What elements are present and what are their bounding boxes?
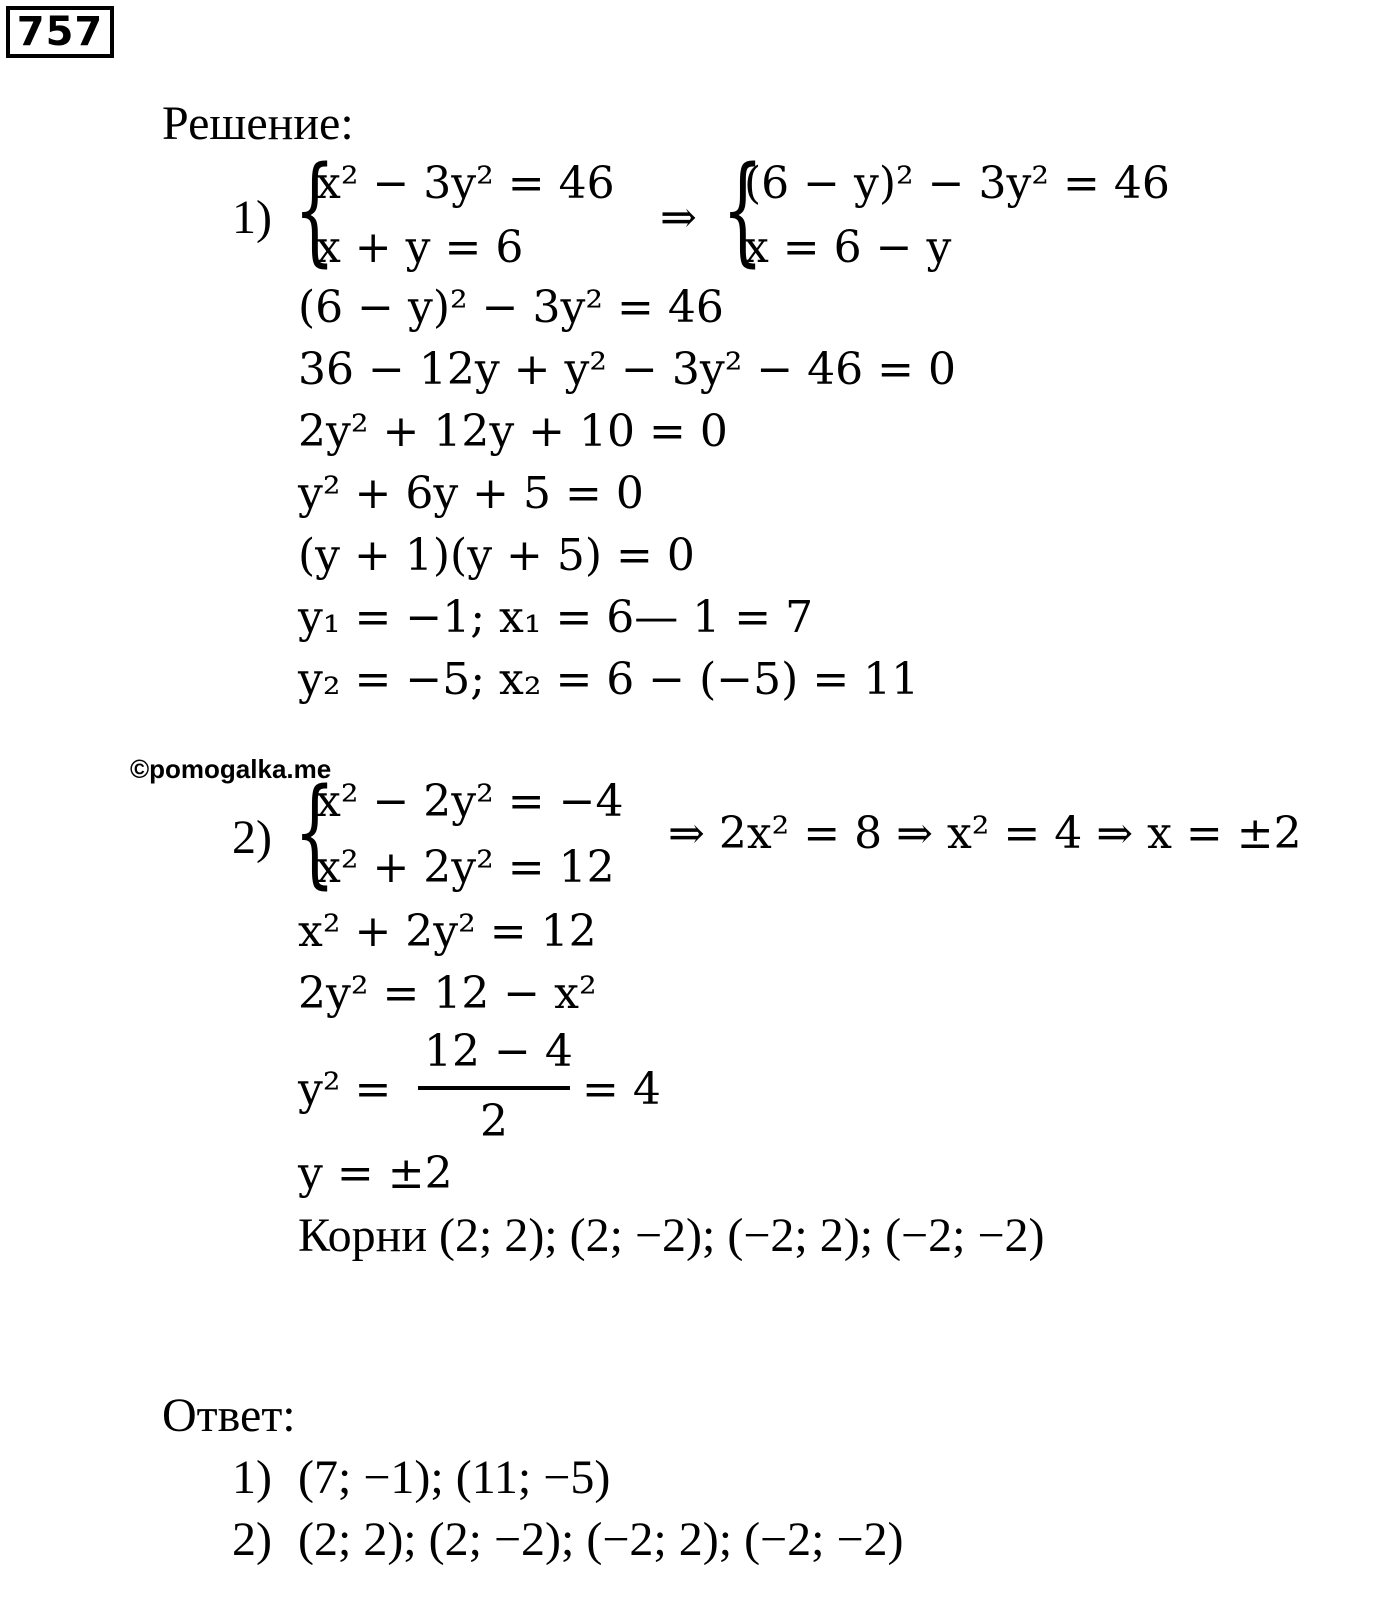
solution-heading: Решение: [162, 97, 354, 150]
part2-label: 2) [232, 811, 272, 864]
part2-brace: { [294, 762, 336, 900]
part1-brace-b: { [722, 140, 764, 278]
part2-fraction-numerator: 12 − 4 [424, 1026, 573, 1077]
part1-system-b-eq1: (6 − y)² − 3y² = 46 [744, 158, 1170, 209]
part1-step-1: (6 − y)² − 3y² = 46 [298, 282, 724, 333]
part1-step-3: 2y² + 12y + 10 = 0 [298, 406, 728, 457]
problem-number: 757 [6, 6, 114, 58]
part2-system-eq1: x² − 2y² = −4 [316, 776, 624, 827]
part2-step-2: 2y² = 12 − x² [298, 968, 597, 1019]
answer-heading: Ответ: [162, 1389, 296, 1442]
answer-2-text: (2; 2); (2; −2); (−2; 2); (−2; −2) [298, 1513, 904, 1566]
answer-2-label: 2) [232, 1513, 272, 1566]
part1-step-5: (y + 1)(y + 5) = 0 [298, 530, 695, 581]
answer-1-text: (7; −1); (11; −5) [298, 1451, 611, 1504]
part1-step-6: y₁ = −1; x₁ = 6— 1 = 7 [298, 592, 814, 643]
part2-system-eq2: x² + 2y² = 12 [316, 842, 615, 893]
part1-implies: ⇒ [660, 192, 697, 243]
part1-brace-a: { [294, 140, 336, 278]
part1-step-7: y₂ = −5; x₂ = 6 − (−5) = 11 [298, 654, 920, 705]
answer-1-label: 1) [232, 1451, 272, 1504]
part1-system-b-eq2: x = 6 − y [744, 222, 952, 273]
part2-result: y = ±2 [298, 1148, 453, 1199]
part2-roots: Корни (2; 2); (2; −2); (−2; 2); (−2; −2) [298, 1209, 1045, 1262]
part1-system-a-eq1: x² − 3y² = 46 [316, 158, 615, 209]
part2-chain: ⇒ 2x² = 8 ⇒ x² = 4 ⇒ x = ±2 [668, 808, 1302, 859]
part1-system-a-eq2: x + y = 6 [316, 222, 524, 273]
part1-step-4: y² + 6y + 5 = 0 [298, 468, 644, 519]
watermark: ©pomogalka.me [130, 754, 332, 784]
part1-step-2: 36 − 12y + y² − 3y² − 46 = 0 [298, 344, 957, 395]
part2-fraction-denominator: 2 [480, 1096, 508, 1147]
part2-step-1: x² + 2y² = 12 [298, 906, 597, 957]
part2-fraction-right: = 4 [582, 1064, 661, 1115]
part1-label: 1) [232, 191, 272, 244]
part2-fraction-bar [418, 1086, 570, 1090]
part2-fraction-left: y² = [298, 1064, 392, 1115]
